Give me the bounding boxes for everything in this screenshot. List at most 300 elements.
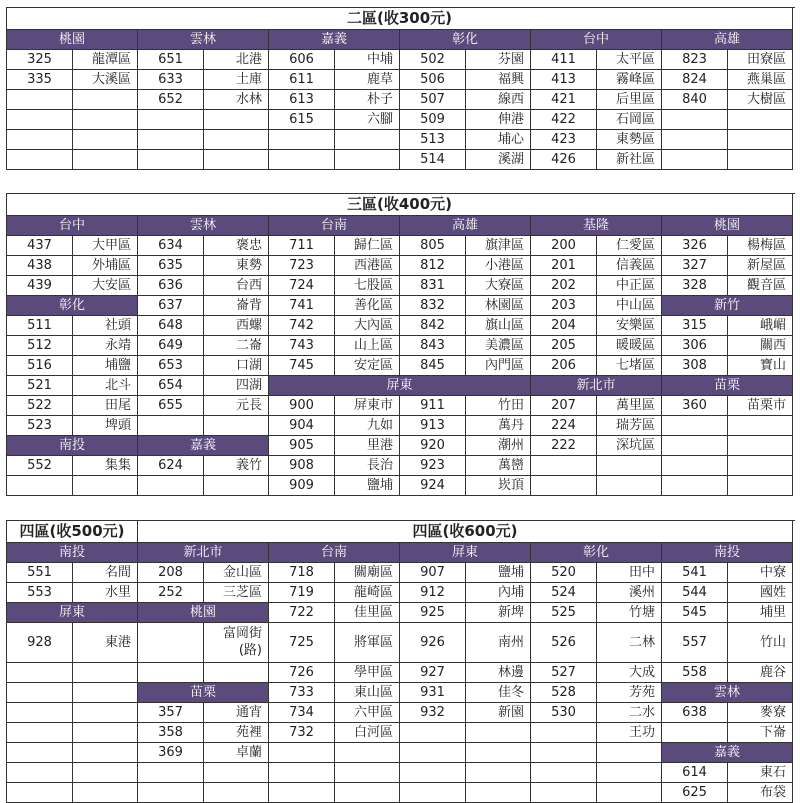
district-name: 麥寮 — [728, 703, 793, 723]
table-row — [7, 456, 795, 476]
district-header: 桃園 — [7, 30, 138, 50]
district-name: 永靖 — [73, 336, 138, 356]
postal-code: 719 — [269, 583, 335, 603]
district-name: 金山區 — [204, 563, 269, 583]
postal-code: 733 — [269, 683, 335, 703]
district-name: 關廟區 — [335, 563, 400, 583]
district-name — [466, 723, 531, 743]
district-name: 瑞芳區 — [597, 416, 662, 436]
district-name: 土庫 — [204, 70, 269, 90]
district-name: 信義區 — [597, 256, 662, 276]
district-name: 社頭 — [73, 316, 138, 336]
district-name — [73, 723, 138, 743]
postal-code — [662, 416, 728, 436]
postal-code: 653 — [138, 356, 204, 376]
table-row — [7, 583, 795, 603]
postal-code: 655 — [138, 396, 204, 416]
district-header: 嘉義 — [662, 743, 793, 763]
district-name — [73, 663, 138, 683]
district-name: 東勢 — [204, 256, 269, 276]
district-name — [597, 763, 662, 783]
district-name: 佳里區 — [335, 603, 400, 623]
postal-code: 840 — [662, 90, 728, 110]
postal-code: 328 — [662, 276, 728, 296]
district-name: 埤頭 — [73, 416, 138, 436]
district-name: 將軍區 — [335, 623, 400, 663]
postal-code: 421 — [531, 90, 597, 110]
district-name: 安樂區 — [597, 316, 662, 336]
postal-code: 908 — [269, 456, 335, 476]
postal-code: 931 — [400, 683, 466, 703]
table-row — [7, 476, 795, 496]
district-name: 大樹區 — [728, 90, 793, 110]
district-name — [466, 783, 531, 803]
table-row — [7, 743, 795, 763]
postal-code: 652 — [138, 90, 204, 110]
district-name: 線西 — [466, 90, 531, 110]
postal-code — [400, 783, 466, 803]
district-name: 林邊 — [466, 663, 531, 683]
postal-code: 904 — [269, 416, 335, 436]
postal-code: 913 — [400, 416, 466, 436]
postal-code: 742 — [269, 316, 335, 336]
district-name: 二水 — [597, 703, 662, 723]
postal-code: 920 — [400, 436, 466, 456]
district-name — [73, 783, 138, 803]
district-header: 南投 — [7, 436, 138, 456]
district-name — [73, 476, 138, 496]
district-name — [73, 150, 138, 170]
postal-code: 805 — [400, 236, 466, 256]
postal-code: 306 — [662, 336, 728, 356]
postal-code: 649 — [138, 336, 204, 356]
district-header: 雲林 — [138, 30, 269, 50]
district-name: 南州 — [466, 623, 531, 663]
postal-code: 502 — [400, 50, 466, 70]
district-name: 北港 — [204, 50, 269, 70]
table-row — [7, 130, 795, 150]
postal-code — [138, 663, 204, 683]
postal-code: 357 — [138, 703, 204, 723]
postal-code — [662, 456, 728, 476]
postal-code — [269, 783, 335, 803]
postal-code: 654 — [138, 376, 204, 396]
district-name: 觀音區 — [728, 276, 793, 296]
postal-code: 437 — [7, 236, 73, 256]
postal-code: 506 — [400, 70, 466, 90]
district-header: 南投 — [662, 543, 793, 563]
header-row — [7, 30, 795, 50]
zone-title: 四區(收500元) — [7, 521, 138, 543]
postal-code: 831 — [400, 276, 466, 296]
district-header: 彰化 — [7, 296, 138, 316]
postal-code: 530 — [531, 703, 597, 723]
district-name — [204, 763, 269, 783]
district-name: 萬巒 — [466, 456, 531, 476]
postal-code — [269, 763, 335, 783]
district-name: 台西 — [204, 276, 269, 296]
postal-code: 925 — [400, 603, 466, 623]
postal-code: 507 — [400, 90, 466, 110]
district-name: 七堵區 — [597, 356, 662, 376]
district-name: 田寮區 — [728, 50, 793, 70]
postal-code: 553 — [7, 583, 73, 603]
district-name: 芳苑 — [597, 683, 662, 703]
postal-code — [7, 743, 73, 763]
postal-code: 514 — [400, 150, 466, 170]
table-row — [7, 663, 795, 683]
postal-code: 252 — [138, 583, 204, 603]
postal-code: 606 — [269, 50, 335, 70]
district-name: 伸港 — [466, 110, 531, 130]
district-name — [335, 130, 400, 150]
table-row — [7, 90, 795, 110]
district-header: 嘉義 — [269, 30, 400, 50]
postal-code — [138, 763, 204, 783]
district-name: 白河區 — [335, 723, 400, 743]
district-name: 長治 — [335, 456, 400, 476]
postal-code — [269, 743, 335, 763]
district-name — [204, 110, 269, 130]
district-name — [335, 783, 400, 803]
postal-code — [7, 763, 73, 783]
postal-code — [138, 783, 204, 803]
postal-code: 205 — [531, 336, 597, 356]
postal-code: 509 — [400, 110, 466, 130]
postal-code: 516 — [7, 356, 73, 376]
district-name: 溪州 — [597, 583, 662, 603]
district-name: 布袋 — [728, 783, 793, 803]
postal-code: 726 — [269, 663, 335, 683]
postal-code: 823 — [662, 50, 728, 70]
district-name: 內埔 — [466, 583, 531, 603]
district-name: 福興 — [466, 70, 531, 90]
postal-code: 512 — [7, 336, 73, 356]
postal-code: 551 — [7, 563, 73, 583]
postal-code: 842 — [400, 316, 466, 336]
district-name: 七股區 — [335, 276, 400, 296]
district-name — [335, 763, 400, 783]
district-header: 台南 — [269, 216, 400, 236]
district-header: 桃園 — [662, 216, 793, 236]
district-name: 溪湖 — [466, 150, 531, 170]
postal-code — [7, 703, 73, 723]
table-row — [7, 416, 795, 436]
district-header: 南投 — [7, 543, 138, 563]
district-name: 旗津區 — [466, 236, 531, 256]
district-header: 苗栗 — [662, 376, 793, 396]
postal-code: 812 — [400, 256, 466, 276]
postal-code: 711 — [269, 236, 335, 256]
district-name — [728, 416, 793, 436]
district-header: 屏東 — [269, 376, 531, 396]
postal-code: 521 — [7, 376, 73, 396]
postal-code: 224 — [531, 416, 597, 436]
postal-code: 201 — [531, 256, 597, 276]
postal-code — [662, 150, 728, 170]
table-row — [7, 563, 795, 583]
district-name: 龍潭區 — [73, 50, 138, 70]
table-row — [7, 603, 795, 623]
district-name: 中山區 — [597, 296, 662, 316]
district-name — [597, 783, 662, 803]
table-row — [7, 763, 795, 783]
district-name: 后里區 — [597, 90, 662, 110]
postal-code: 723 — [269, 256, 335, 276]
district-name: 朴子 — [335, 90, 400, 110]
postal-code — [400, 743, 466, 763]
district-name: 大成 — [597, 663, 662, 683]
district-name — [597, 456, 662, 476]
district-name — [73, 110, 138, 130]
postal-code: 204 — [531, 316, 597, 336]
district-name — [466, 763, 531, 783]
district-name: 中寮 — [728, 563, 793, 583]
postal-code: 513 — [400, 130, 466, 150]
district-name: 大安區 — [73, 276, 138, 296]
postal-code — [531, 456, 597, 476]
district-header: 台南 — [269, 543, 400, 563]
table-row — [7, 150, 795, 170]
postal-code: 741 — [269, 296, 335, 316]
postal-code: 545 — [662, 603, 728, 623]
district-name: 芬園 — [466, 50, 531, 70]
postal-code: 558 — [662, 663, 728, 683]
postal-code: 523 — [7, 416, 73, 436]
district-name: 田尾 — [73, 396, 138, 416]
postal-code: 636 — [138, 276, 204, 296]
postal-code: 907 — [400, 563, 466, 583]
district-header: 高雄 — [400, 216, 531, 236]
district-name: 四湖 — [204, 376, 269, 396]
postal-code — [662, 723, 728, 743]
district-header: 苗栗 — [138, 683, 269, 703]
postal-code: 544 — [662, 583, 728, 603]
postal-code — [269, 150, 335, 170]
district-name — [728, 110, 793, 130]
zone-title: 三區(收400元) — [7, 194, 793, 216]
postal-code — [531, 723, 597, 743]
district-name: 寶山 — [728, 356, 793, 376]
district-name: 東石 — [728, 763, 793, 783]
district-header: 雲林 — [138, 216, 269, 236]
district-name: 通宵 — [204, 703, 269, 723]
postal-code — [7, 476, 73, 496]
district-name: 燕巢區 — [728, 70, 793, 90]
postal-code — [531, 743, 597, 763]
postal-code: 423 — [531, 130, 597, 150]
district-name — [728, 476, 793, 496]
district-name — [204, 783, 269, 803]
postal-code: 325 — [7, 50, 73, 70]
district-name: 集集 — [73, 456, 138, 476]
district-name — [466, 743, 531, 763]
district-name: 西港區 — [335, 256, 400, 276]
district-header: 新北市 — [531, 376, 662, 396]
district-name: 東港 — [73, 623, 138, 663]
district-header: 彰化 — [400, 30, 531, 50]
district-header: 雲林 — [662, 683, 793, 703]
postal-code — [7, 150, 73, 170]
postal-code: 335 — [7, 70, 73, 90]
district-name — [335, 743, 400, 763]
district-name — [728, 150, 793, 170]
postal-code — [662, 110, 728, 130]
district-name — [73, 130, 138, 150]
postal-code — [7, 130, 73, 150]
district-name — [73, 763, 138, 783]
zone-title: 二區(收300元) — [7, 8, 793, 30]
table-row — [7, 70, 795, 90]
district-name — [73, 683, 138, 703]
district-name: 東勢區 — [597, 130, 662, 150]
district-name: 大溪區 — [73, 70, 138, 90]
district-name: 太平區 — [597, 50, 662, 70]
district-name: 石岡區 — [597, 110, 662, 130]
postal-code: 615 — [269, 110, 335, 130]
district-name: 山上區 — [335, 336, 400, 356]
postal-code — [7, 90, 73, 110]
district-name: 外埔區 — [73, 256, 138, 276]
postal-code: 900 — [269, 396, 335, 416]
district-name: 龍崎區 — [335, 583, 400, 603]
postal-code — [7, 723, 73, 743]
postal-code — [662, 130, 728, 150]
postal-code — [138, 130, 204, 150]
district-name: 二林 — [597, 623, 662, 663]
postal-code — [138, 110, 204, 130]
district-header: 嘉義 — [138, 436, 269, 456]
postal-code: 613 — [269, 90, 335, 110]
district-name: 北斗 — [73, 376, 138, 396]
district-name: 崁頂 — [466, 476, 531, 496]
postal-code: 315 — [662, 316, 728, 336]
postal-code: 924 — [400, 476, 466, 496]
postal-code: 527 — [531, 663, 597, 683]
zone3-table — [6, 193, 795, 496]
postal-code: 511 — [7, 316, 73, 336]
postal-code: 413 — [531, 70, 597, 90]
district-name: 崙背 — [204, 296, 269, 316]
postal-code — [7, 110, 73, 130]
postal-code — [138, 150, 204, 170]
postal-code: 369 — [138, 743, 204, 763]
postal-code: 909 — [269, 476, 335, 496]
district-name: 新埤 — [466, 603, 531, 623]
postal-code — [662, 476, 728, 496]
postal-code: 422 — [531, 110, 597, 130]
postal-code: 637 — [138, 296, 204, 316]
district-name: 鹿草 — [335, 70, 400, 90]
district-name: 仁愛區 — [597, 236, 662, 256]
postal-code: 552 — [7, 456, 73, 476]
postal-code: 638 — [662, 703, 728, 723]
postal-code: 824 — [662, 70, 728, 90]
district-name: 六甲區 — [335, 703, 400, 723]
district-name: 苑裡 — [204, 723, 269, 743]
postal-code: 722 — [269, 603, 335, 623]
district-name: 三芝區 — [204, 583, 269, 603]
district-name — [204, 416, 269, 436]
postal-code: 202 — [531, 276, 597, 296]
postal-code: 611 — [269, 70, 335, 90]
postal-code — [531, 783, 597, 803]
district-name: 中埔 — [335, 50, 400, 70]
district-name: 九如 — [335, 416, 400, 436]
zone-title: 四區(收600元) — [138, 521, 793, 543]
postal-code: 927 — [400, 663, 466, 683]
district-header: 桃園 — [138, 603, 269, 623]
district-header: 台中 — [7, 216, 138, 236]
postal-code: 928 — [7, 623, 73, 663]
district-header: 高雄 — [662, 30, 793, 50]
district-name: 新社區 — [597, 150, 662, 170]
district-name — [204, 130, 269, 150]
district-name: 口湖 — [204, 356, 269, 376]
district-name: 竹田 — [466, 396, 531, 416]
district-name: 鹽埔 — [335, 476, 400, 496]
postal-code — [269, 130, 335, 150]
postal-code — [531, 476, 597, 496]
table-row — [7, 50, 795, 70]
postal-code: 724 — [269, 276, 335, 296]
postal-code: 845 — [400, 356, 466, 376]
table-row — [7, 623, 795, 663]
district-name: 埔里 — [728, 603, 793, 623]
district-header: 屏東 — [7, 603, 138, 623]
district-name — [73, 743, 138, 763]
district-header: 新竹 — [662, 296, 793, 316]
district-name: 卓蘭 — [204, 743, 269, 763]
district-name: 里港 — [335, 436, 400, 456]
district-name: 善化區 — [335, 296, 400, 316]
district-name — [204, 150, 269, 170]
postal-code: 734 — [269, 703, 335, 723]
postal-code: 426 — [531, 150, 597, 170]
postal-code: 524 — [531, 583, 597, 603]
district-name — [73, 90, 138, 110]
postal-code — [7, 663, 73, 683]
postal-code: 439 — [7, 276, 73, 296]
district-name: 林園區 — [466, 296, 531, 316]
district-name: 六腳 — [335, 110, 400, 130]
postal-code — [662, 436, 728, 456]
postal-code: 557 — [662, 623, 728, 663]
district-name: 埔鹽 — [73, 356, 138, 376]
postal-code: 625 — [662, 783, 728, 803]
postal-code: 541 — [662, 563, 728, 583]
district-name: 元長 — [204, 396, 269, 416]
district-name: 埔心 — [466, 130, 531, 150]
postal-code: 634 — [138, 236, 204, 256]
district-name — [728, 456, 793, 476]
postal-code: 725 — [269, 623, 335, 663]
postal-code — [400, 723, 466, 743]
header-row — [7, 216, 795, 236]
postal-code — [400, 763, 466, 783]
district-name: 苗栗市 — [728, 396, 793, 416]
district-name — [728, 130, 793, 150]
postal-code: 411 — [531, 50, 597, 70]
postal-code: 905 — [269, 436, 335, 456]
postal-code — [138, 623, 204, 663]
postal-code: 308 — [662, 356, 728, 376]
district-name: 大內區 — [335, 316, 400, 336]
postal-code: 912 — [400, 583, 466, 603]
postal-code: 635 — [138, 256, 204, 276]
postal-code: 438 — [7, 256, 73, 276]
district-header: 台中 — [531, 30, 662, 50]
